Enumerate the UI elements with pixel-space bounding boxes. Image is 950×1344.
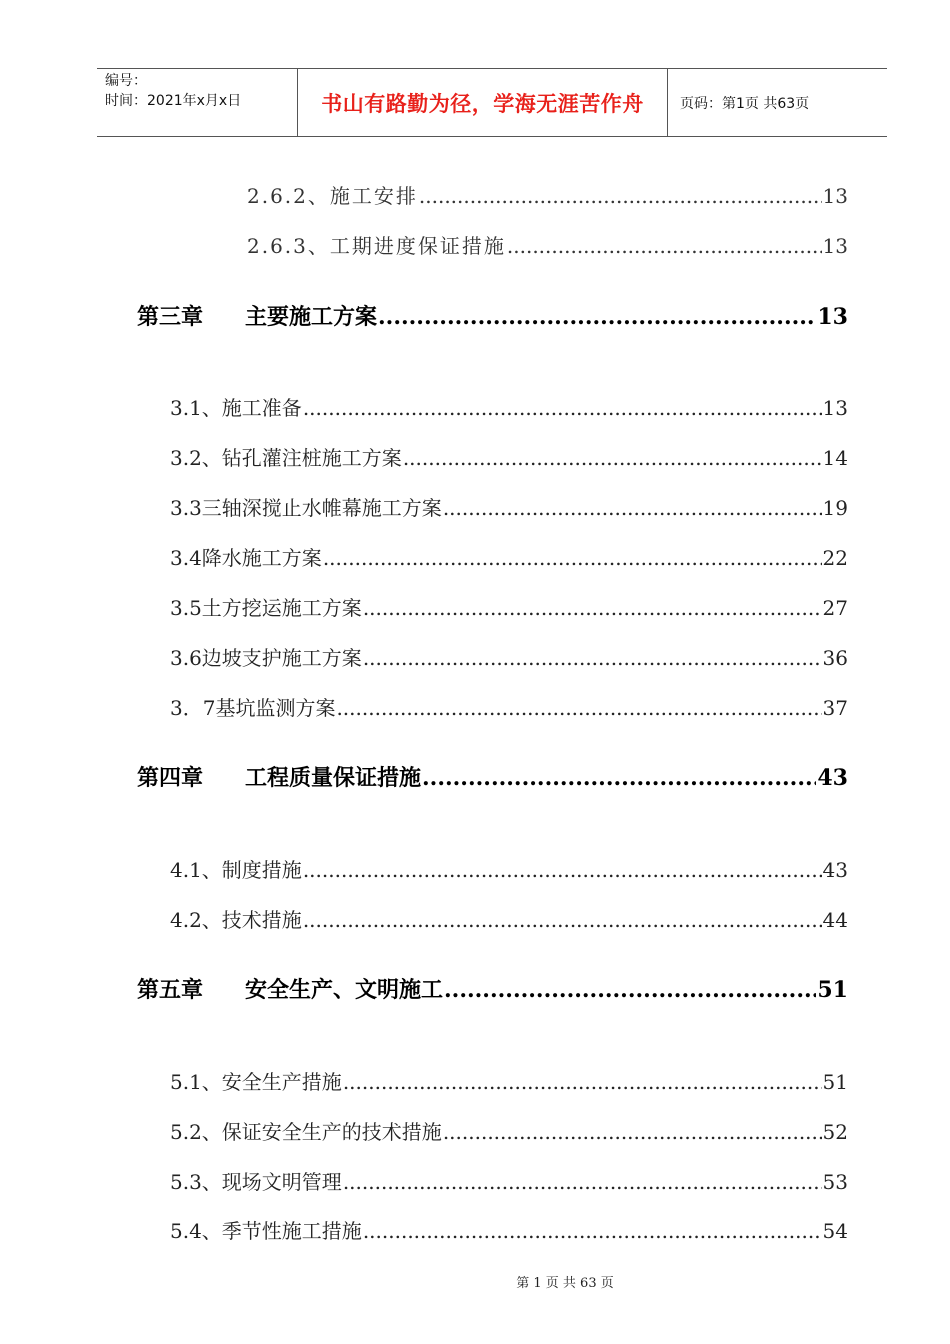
document-time: 时间：2021年x月x日 <box>105 93 242 109</box>
toc-chapter-page: 13 <box>817 304 848 330</box>
toc-leader-dots <box>303 396 822 420</box>
toc-entry[interactable] <box>170 592 848 621</box>
toc-entry-title: 4.2、技术措施 <box>170 908 302 932</box>
toc-entry[interactable] <box>170 492 848 521</box>
toc-leader-dots <box>443 1120 822 1144</box>
toc-leader-dots <box>363 596 822 620</box>
toc-chapter-number: 第四章 <box>137 765 204 791</box>
page-header <box>97 68 887 137</box>
toc-chapter-title: 安全生产、文明施工 <box>245 977 444 1003</box>
toc-chapter-title: 工程质量保证措施 <box>245 765 422 791</box>
toc-chapter[interactable] <box>137 761 848 792</box>
toc-entry-page: 37 <box>822 696 848 720</box>
toc-leader-dots <box>422 765 816 791</box>
toc-entry[interactable] <box>170 1215 848 1244</box>
toc-leader-dots <box>444 977 816 1003</box>
toc-entry-page: 14 <box>822 446 848 470</box>
header-meta <box>97 69 298 136</box>
toc-chapter-number: 第五章 <box>137 977 204 1003</box>
toc-entry[interactable] <box>170 904 848 933</box>
toc-entry-title: 4.1、制度措施 <box>170 858 302 882</box>
header-page-info: 页码：第1页 共63页 <box>680 95 810 112</box>
toc-entry[interactable] <box>247 180 848 209</box>
toc-entry-page: 51 <box>822 1070 848 1094</box>
toc-leader-dots <box>343 1170 822 1194</box>
toc-leader-dots <box>507 234 822 258</box>
toc-entry-title: 3.6边坡支护施工方案 <box>170 646 362 670</box>
toc-leader-dots <box>303 908 822 932</box>
toc-entry-page: 19 <box>822 496 848 520</box>
toc-entry-title: 3．7基坑监测方案 <box>170 696 336 720</box>
toc-entry[interactable] <box>170 1066 848 1095</box>
toc-chapter-page: 43 <box>817 765 848 791</box>
toc-entry-title: 5.1、安全生产措施 <box>170 1070 342 1094</box>
toc-leader-dots <box>443 496 822 520</box>
toc-entry[interactable] <box>170 392 848 421</box>
toc-leader-dots <box>303 858 822 882</box>
toc-entry-page: 36 <box>822 646 848 670</box>
toc-entry-page: 13 <box>822 234 848 258</box>
toc-entry-page: 52 <box>822 1120 848 1144</box>
toc-entry-page: 53 <box>822 1170 848 1194</box>
document-number-label: 编号： <box>105 73 147 89</box>
toc-entry-page: 13 <box>822 396 848 420</box>
toc-chapter-page: 51 <box>817 977 848 1003</box>
toc-leader-dots <box>363 646 822 670</box>
toc-entry-title: 5.4、季节性施工措施 <box>170 1219 362 1243</box>
toc-entry-title: 3.1、施工准备 <box>170 396 302 420</box>
toc-entry-page: 43 <box>822 858 848 882</box>
toc-entry-title: 3.5土方挖运施工方案 <box>170 596 362 620</box>
toc-leader-dots <box>378 304 816 330</box>
toc-entry-title: 5.3、现场文明管理 <box>170 1170 342 1194</box>
toc-leader-dots <box>323 546 822 570</box>
header-motto: 书山有路勤为径，学海无涯苦作舟 <box>298 69 668 136</box>
toc-chapter-number: 第三章 <box>137 304 204 330</box>
toc-leader-dots <box>336 696 821 720</box>
toc-entry[interactable] <box>170 854 848 883</box>
toc-chapter-title: 主要施工方案 <box>245 304 378 330</box>
toc-entry[interactable] <box>247 230 848 259</box>
toc-leader-dots <box>343 1070 822 1094</box>
toc-entry-title: 3.2、钻孔灌注桩施工方案 <box>170 446 402 470</box>
toc-entry[interactable] <box>170 542 848 571</box>
toc-entry-page: 22 <box>822 546 848 570</box>
toc-entry-title: 2.6.2、施工安排 <box>247 184 418 208</box>
toc-entry[interactable] <box>170 442 848 471</box>
toc-leader-dots <box>403 446 822 470</box>
toc-entry-page: 44 <box>822 908 848 932</box>
toc-chapter[interactable] <box>137 973 848 1004</box>
toc-entry-title: 5.2、保证安全生产的技术措施 <box>170 1120 442 1144</box>
toc-leader-dots <box>419 184 822 208</box>
toc-entry-title: 2.6.3、工期进度保证措施 <box>247 234 506 258</box>
toc-entry[interactable] <box>170 1116 848 1145</box>
toc-entry-title: 3.3三轴深搅止水帷幕施工方案 <box>170 496 442 520</box>
toc-entry-page: 13 <box>822 184 848 208</box>
toc-entry-page: 27 <box>822 596 848 620</box>
toc-entry[interactable] <box>170 642 848 671</box>
toc-entry[interactable] <box>170 692 848 721</box>
toc-chapter[interactable] <box>137 300 848 331</box>
toc-entry-page: 54 <box>822 1219 848 1243</box>
toc-leader-dots <box>363 1219 822 1243</box>
page-footer: 第 1 页 共 63 页 <box>516 1276 614 1291</box>
toc-entry-title: 3.4降水施工方案 <box>170 546 322 570</box>
toc-entry[interactable] <box>170 1166 848 1195</box>
